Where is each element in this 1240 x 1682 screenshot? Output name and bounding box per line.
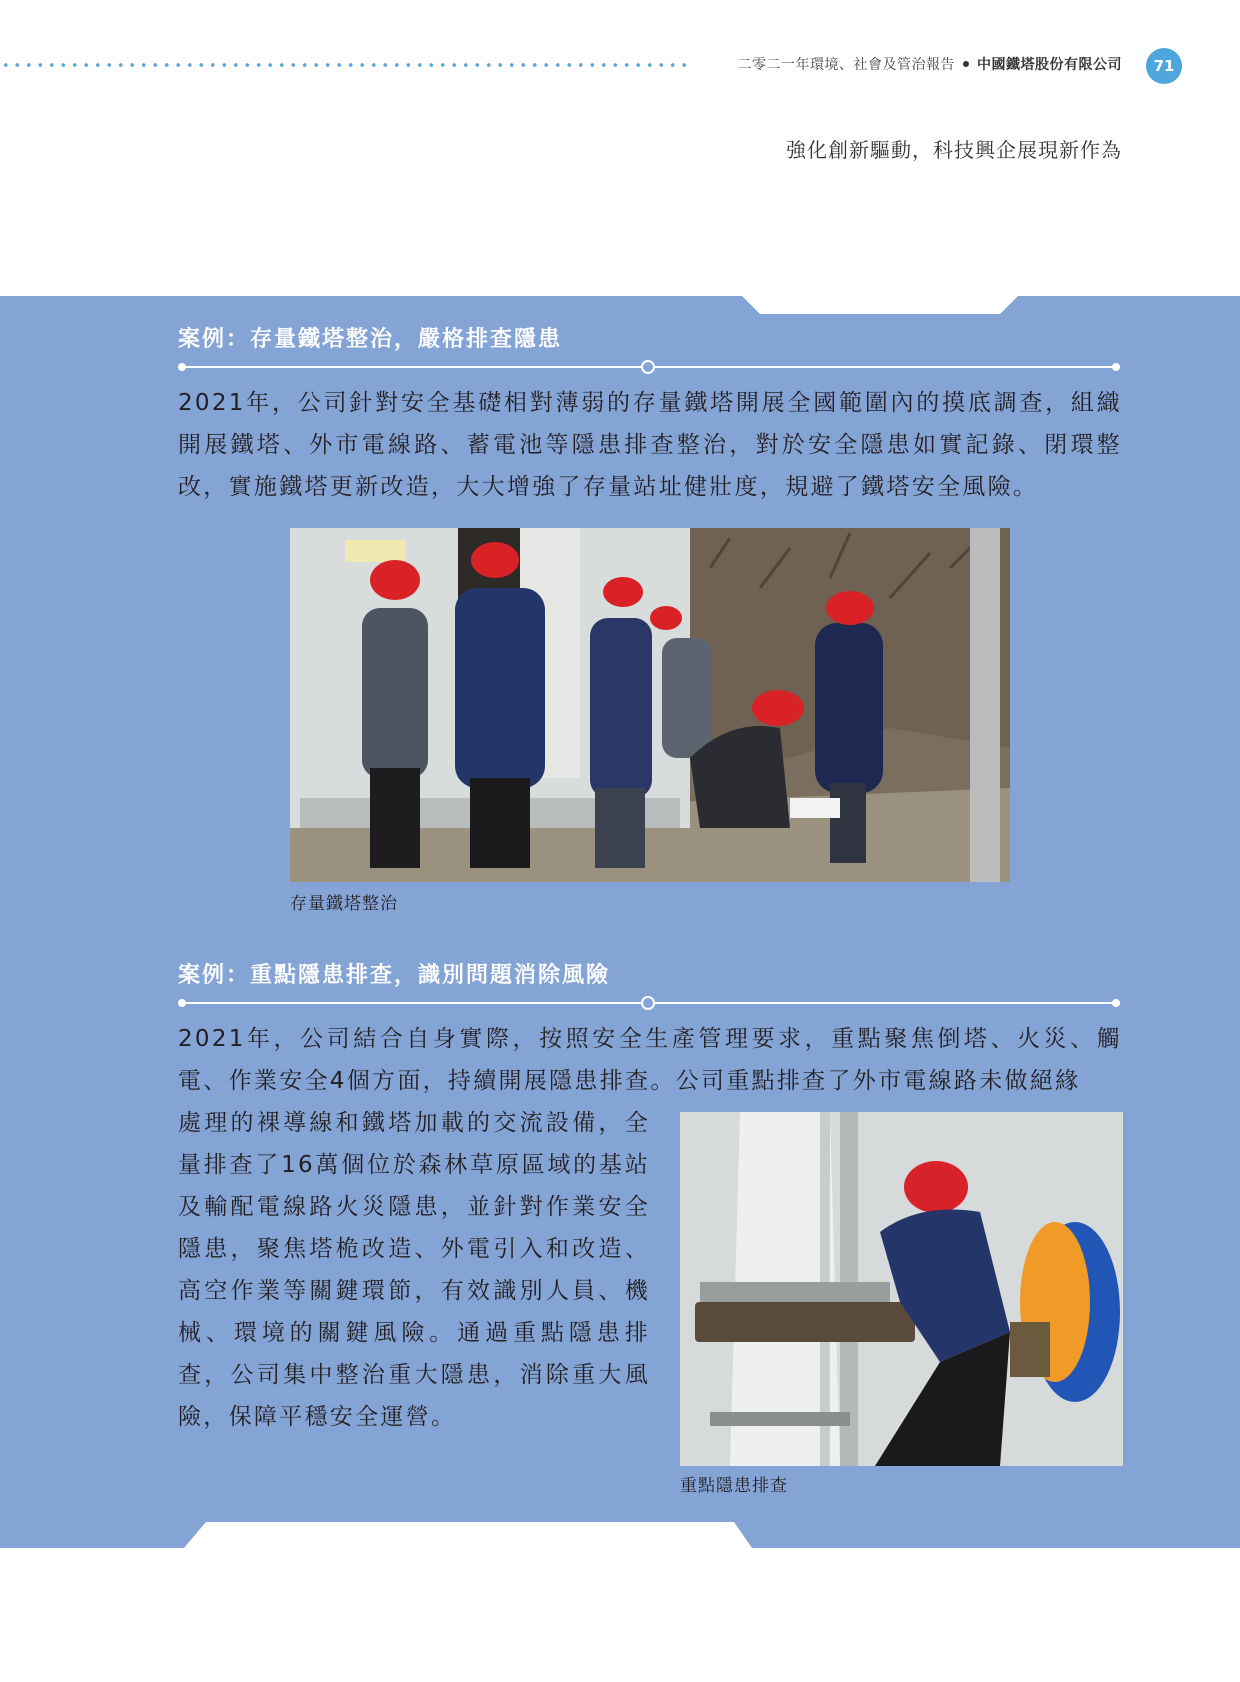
chapter-title: 強化創新驅動，科技興企展現新作為 [786, 138, 1122, 162]
case2-title: 案例：重點隱患排查，識別問題消除風險 [178, 963, 611, 988]
photo2-caption: 重點隱患排查 [680, 1476, 788, 1496]
photo1-caption: 存量鐵塔整治 [290, 894, 398, 914]
tower-inspection-photo [290, 528, 1010, 882]
report-title: 二零二一年環境、社會及管治報告 [737, 57, 955, 73]
case1-body: 2021年，公司針對安全基礎相對薄弱的存量鐵塔開展全國範圍內的摸底調查，組織開展鐵塔、外市電線路、蓄電池等隱患排查整治，對於安全隱患如實記錄、閉環整改，實施鐵塔更新改造，大大增強了存量站址健壯度，規避了鐵塔安全風險。 [178, 390, 1122, 500]
case1-title: 案例：存量鐵塔整治，嚴格排查隱患 [178, 327, 563, 352]
case2-body-full-width: 2021年，公司結合自身實際，按照安全生產管理要求，重點聚焦倒塔、火災、觸電、作業安全4個方面，持續開展隱患排查。公司重點排查了外市電線路未做絕緣 [178, 1026, 1122, 1094]
hazard-check-photo [680, 1112, 1123, 1466]
company-name: 中國鐵塔股份有限公司 [977, 57, 1122, 73]
case2-title-rule [178, 996, 1120, 1010]
case2-body-narrow: 處理的裸導線和鐵塔加載的交流設備，全量排查了16萬個位於森林草原區域的基站及輸配電線路火災隱患，並針對作業安全隱患，聚焦塔桅改造、外電引入和改造、高空作業等關鍵環節，有效識別人員、機械、環境的關鍵風險。通過重點隱患排查，公司集中整治重大隱患，消除重大風險，保障平穩安全運營。 [178, 1110, 650, 1430]
case1-title-rule [178, 360, 1120, 374]
page-number-badge: 71 [1146, 48, 1182, 84]
